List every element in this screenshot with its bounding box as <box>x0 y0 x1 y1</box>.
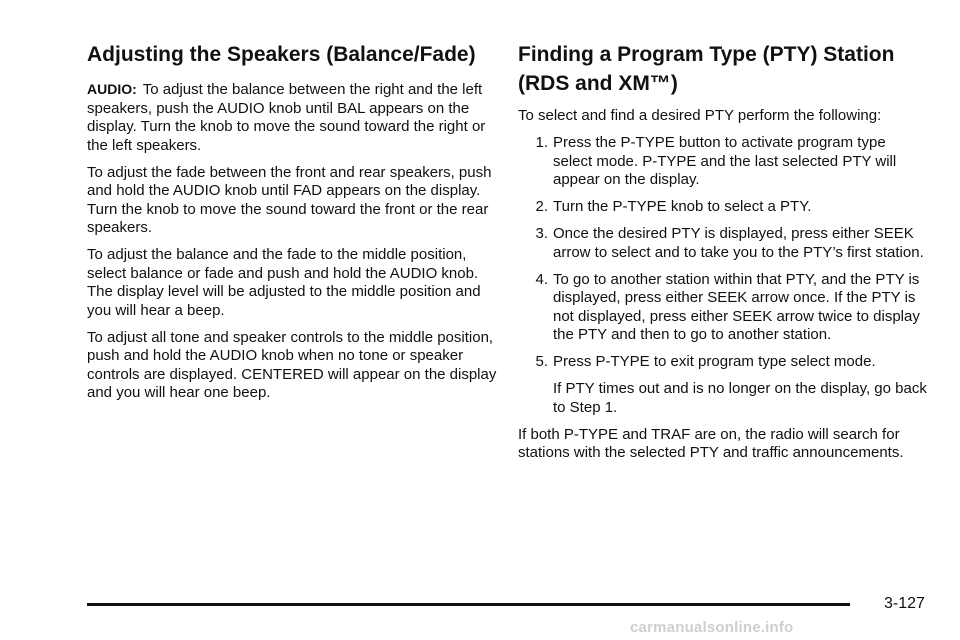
audio-balance-text: To adjust the balance between the right and the left speakers, push the AUDIO knob until BAL appears on the display. Turn the knob to move the sound toward the right or the left speakers. <box>87 81 486 154</box>
paragraph-centered: To adjust all tone and speaker controls to the middle position, push and hold the AUDIO knob when no tone or speaker controls are displayed. CENTERED will appear on the display and you will hear one beep. <box>87 328 497 401</box>
step-text: To go to another station within that PTY, and the PTY is displayed, press either SEEK arrow once. If the PTY is not displayed, press either SEEK arrow twice to display the PTY and then to go to another station. <box>553 270 920 343</box>
list-item <box>518 225 928 262</box>
step-number: 3. <box>535 225 548 242</box>
pty-closing-paragraph: If both P-TYPE and TRAF are on, the radio will search for stations with the selected PTY and traffic announcements. <box>518 425 904 461</box>
step-number: 4. <box>535 270 548 288</box>
list-item <box>518 198 928 217</box>
audio-lead-label: AUDIO: <box>87 81 137 97</box>
watermark: carmanualsonline.info <box>630 619 794 636</box>
list-item <box>518 134 928 190</box>
footer-divider <box>87 603 850 606</box>
step-text: Press P-TYPE to exit program type select mode. <box>553 353 876 370</box>
step-text: Once the desired PTY is displayed, press either SEEK arrow to select and to take you to the PTY’s first station. <box>553 225 924 261</box>
section-heading-speakers: Adjusting the Speakers (Balance/Fade) <box>87 43 476 66</box>
left-column <box>87 40 497 411</box>
paragraph-middle-position: To adjust the balance and the fade to the middle position, select balance or fade and push and hold the AUDIO knob. The display level will be adjusted to the middle position and you will hear a beep. <box>87 246 481 319</box>
paragraph-fade: To adjust the fade between the front and rear speakers, push and hold the AUDIO knob until FAD appears on the display. Turn the knob to move the sound toward the front or the rear speakers. <box>87 163 492 236</box>
section-heading-pty: Finding a Program Type (PTY) Station (RDS and XM™) <box>518 43 895 95</box>
step-text: Press the P-TYPE button to activate program type select mode. P-TYPE and the last selected PTY will appear on the display. <box>553 134 897 188</box>
list-item <box>518 353 928 372</box>
list-item <box>518 271 928 345</box>
step-number: 1. <box>535 134 548 151</box>
step-number: 5. <box>535 353 548 370</box>
page-number: 3-127 <box>884 595 925 612</box>
step-note: If PTY times out and is no longer on the display, go back to Step 1. <box>553 380 927 416</box>
pty-intro: To select and find a desired PTY perform the following: <box>518 107 882 124</box>
paragraph-audio-balance <box>87 80 497 155</box>
step-number: 2. <box>535 198 548 215</box>
step-text: Turn the P-TYPE knob to select a PTY. <box>553 198 812 215</box>
pty-steps-list <box>518 134 928 372</box>
right-column <box>518 40 928 471</box>
